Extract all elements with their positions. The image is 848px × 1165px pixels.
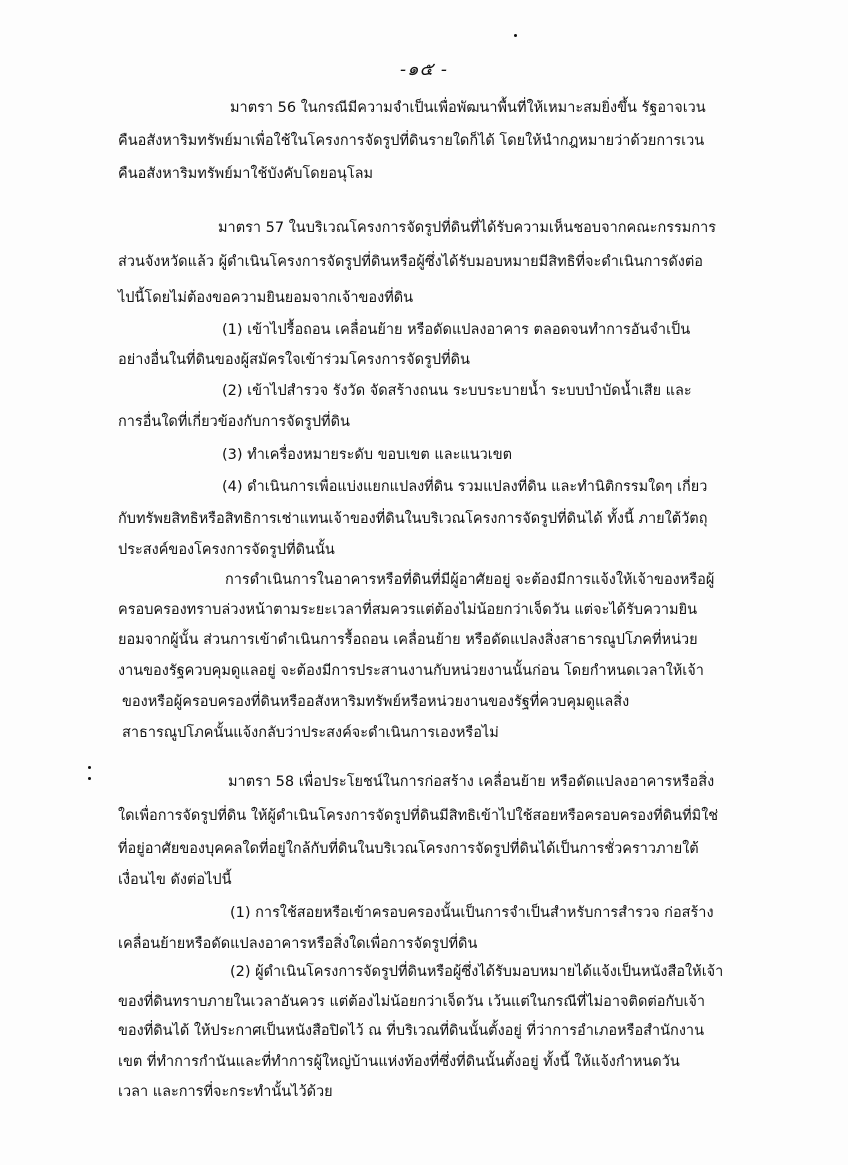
- scan-speck: [514, 34, 517, 37]
- text-line: เขต ที่ทำการกำนันและที่ทำการผู้ใหญ่บ้านแห่งท้องที่ซึ่งที่ดินนั้นตั้งอยู่ ทั้งนี้ ให้แจ้งกำหนดวัน: [118, 1054, 680, 1070]
- text-line: ของหรือผู้ครอบครองที่ดินหรืออสังหาริมทรัพย์หรือหน่วยงานของรัฐที่ควบคุมดูแลสิ่ง: [122, 694, 630, 710]
- text-line: มาตรา 58 เพื่อประโยชน์ในการก่อสร้าง เคลื่อนย้าย หรือดัดแปลงอาคารหรือสิ่ง: [228, 774, 715, 790]
- text-line: ครอบครองทราบล่วงหน้าตามระยะเวลาที่สมควรแต่ต้องไม่น้อยกว่าเจ็ดวัน แต่จะได้รับความยิน: [118, 602, 698, 618]
- text-line: ประสงค์ของโครงการจัดรูปที่ดินนั้น: [118, 542, 335, 558]
- text-line: เวลา และการที่จะกระทำนั้นไว้ด้วย: [118, 1084, 333, 1100]
- text-line: ไปนี้โดยไม่ต้องขอความยินยอมจากเจ้าของที่ดิน: [118, 290, 414, 306]
- text-line: สาธารณูปโภคนั้นแจ้งกลับว่าประสงค์จะดำเนินการเองหรือไม่: [122, 725, 499, 741]
- scan-speck: [88, 777, 91, 780]
- text-line: งานของรัฐควบคุมดูแลอยู่ จะต้องมีการประสานงานกับหน่วยงานนั้นก่อน โดยกำหนดเวลาให้เจ้า: [118, 663, 704, 679]
- page-number: -๑๕ -: [400, 59, 448, 80]
- text-line: (1) เข้าไปรื้อถอน เคลื่อนย้าย หรือดัดแปลงอาคาร ตลอดจนทำการอันจำเป็น: [222, 322, 691, 338]
- text-line: ส่วนจังหวัดแล้ว ผู้ดำเนินโครงการจัดรูปที่ดินหรือผู้ซึ่งได้รับมอบหมายมีสิทธิที่จะดำเนินการดังต่อ: [118, 254, 703, 270]
- text-line: คืนอสังหาริมทรัพย์มาเพื่อใช้ในโครงการจัดรูปที่ดินรายใดก็ได้ โดยให้นำกฎหมายว่าด้วยการเวน: [118, 133, 705, 149]
- text-line: ใดเพื่อการจัดรูปที่ดิน ให้ผู้ดำเนินโครงการจัดรูปที่ดินมีสิทธิเข้าไปใช้สอยหรือครอบครองที่ดินที่มิใช่: [118, 808, 719, 824]
- scan-speck: [88, 766, 91, 769]
- text-line: การอื่นใดที่เกี่ยวข้องกับการจัดรูปที่ดิน: [118, 414, 350, 430]
- text-line: เคลื่อนย้ายหรือดัดแปลงอาคารหรือสิ่งใดเพื่อการจัดรูปที่ดิน: [118, 936, 478, 952]
- text-line: คืนอสังหาริมทรัพย์มาใช้บังคับโดยอนุโลม: [118, 166, 374, 182]
- text-line: ที่อยู่อาศัยของบุคคลใดที่อยู่ใกล้กับที่ดินในบริเวณโครงการจัดรูปที่ดินได้เป็นการชั่วคราวภายใต้: [118, 841, 699, 857]
- text-line: มาตรา 56 ในกรณีมีความจำเป็นเพื่อพัฒนาพื้นที่ให้เหมาะสมยิ่งขึ้น รัฐอาจเวน: [230, 100, 706, 116]
- text-line: อย่างอื่นในที่ดินของผู้สมัครใจเข้าร่วมโครงการจัดรูปที่ดิน: [118, 352, 470, 368]
- text-line: (2) ผู้ดำเนินโครงการจัดรูปที่ดินหรือผู้ซึ่งได้รับมอบหมายได้แจ้งเป็นหนังสือให้เจ้า: [230, 964, 724, 980]
- text-line: ของที่ดินได้ ให้ประกาศเป็นหนังสือปิดไว้ ณ ที่บริเวณที่ดินนั้นตั้งอยู่ ที่ว่าการอำเภอหรือสำนักงาน: [118, 1023, 704, 1039]
- text-line: กับทรัพยสิทธิหรือสิทธิการเช่าแทนเจ้าของที่ดินในบริเวณโครงการจัดรูปที่ดินได้ ทั้งนี้ ภายใต้วัตถุ: [118, 511, 708, 527]
- text-line: (3) ทำเครื่องหมายระดับ ขอบเขต และแนวเขต: [222, 447, 513, 463]
- text-line: การดำเนินการในอาคารหรือที่ดินที่มีผู้อาศัยอยู่ จะต้องมีการแจ้งให้เจ้าของหรือผู้: [225, 572, 715, 588]
- text-line: (1) การใช้สอยหรือเข้าครอบครองนั้นเป็นการจำเป็นสำหรับการสำรวจ ก่อสร้าง: [230, 905, 714, 921]
- text-line: (2) เข้าไปสำรวจ รังวัด จัดสร้างถนน ระบบระบายน้ำ ระบบบำบัดน้ำเสีย และ: [222, 383, 692, 399]
- text-line: ยอมจากผู้นั้น ส่วนการเข้าดำเนินการรื้อถอน เคลื่อนย้าย หรือดัดแปลงสิ่งสาธารณูปโภคที่หน่วย: [118, 632, 698, 648]
- text-line: มาตรา 57 ในบริเวณโครงการจัดรูปที่ดินที่ได้รับความเห็นชอบจากคณะกรรมการ: [218, 220, 717, 236]
- text-line: (4) ดำเนินการเพื่อแบ่งแยกแปลงที่ดิน รวมแปลงที่ดิน และทำนิติกรรมใดๆ เกี่ยว: [222, 479, 708, 495]
- text-line: เงื่อนไข ดังต่อไปนี้: [118, 872, 232, 888]
- text-line: ของที่ดินทราบภายในเวลาอันควร แต่ต้องไม่น้อยกว่าเจ็ดวัน เว้นแต่ในกรณีที่ไม่อาจติดต่อกับเจ้า: [118, 994, 706, 1010]
